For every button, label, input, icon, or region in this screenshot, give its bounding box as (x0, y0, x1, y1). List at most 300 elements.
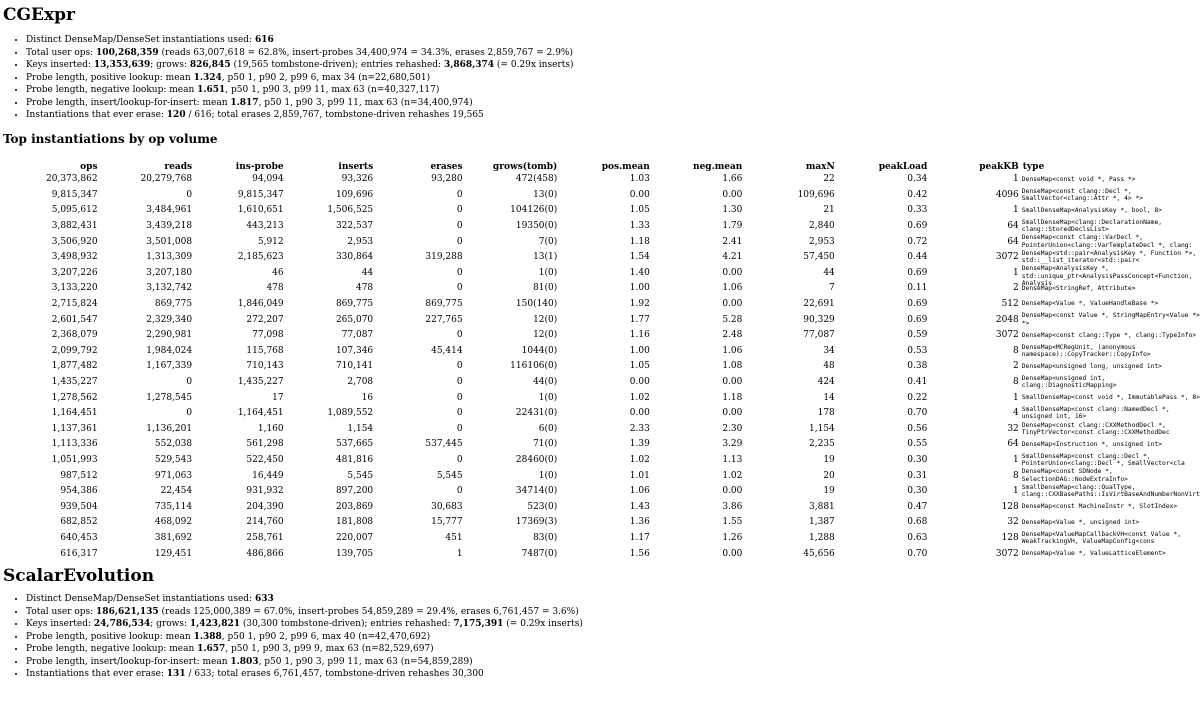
summary-value: 1.803 (230, 656, 259, 667)
table-cell: 971,063 (154, 470, 193, 481)
table-cell: 2,368,079 (51, 330, 98, 341)
table-cell: 0.69 (907, 221, 928, 232)
table-cell: 83(0) (533, 532, 558, 543)
table-cell: 3.86 (722, 501, 743, 512)
type-name: DenseMap<std::pair<AnalysisKey *, Function *>, std::__list_iterator<std::pair< (1021, 250, 1197, 265)
table-cell: 330,864 (335, 252, 374, 263)
table-cell: 869,775 (154, 299, 193, 310)
table-cell: 1(0) (538, 267, 558, 278)
table-cell: 537,445 (425, 439, 463, 450)
table-cell: 1,160 (257, 423, 284, 434)
table-cell: 7(0) (538, 236, 558, 247)
table-cell: 1,877,482 (51, 361, 98, 372)
table-cell: 0.69 (907, 267, 928, 278)
summary-text: Probe length, insert/lookup-for-insert: mean (26, 97, 231, 108)
table-cell: 0 (456, 486, 463, 497)
table-cell: 0 (456, 267, 463, 278)
table-cell: 897,200 (335, 486, 374, 497)
section-title-cgexpr: CGExpr (3, 5, 75, 25)
table-row (3, 281, 1200, 297)
summary-value: 13,353,639 (93, 60, 151, 70)
table-cell: 0.68 (907, 517, 928, 528)
table-cell: 0 (456, 454, 463, 465)
table-cell (1019, 405, 1200, 421)
summary-text: Probe length, insert/lookup-for-insert: mean (26, 656, 231, 667)
table-cell: 0.63 (907, 532, 928, 543)
summary-text: Probe length, negative lookup: mean (26, 85, 198, 95)
type-name: DenseMap<Value *, unsigned int> (1021, 518, 1140, 526)
table-cell: 0 (186, 408, 193, 419)
table-cell: 0 (456, 189, 463, 200)
summary-text: Keys inserted: (26, 619, 94, 630)
table-cell (1019, 483, 1200, 499)
table-cell: 954,386 (60, 486, 98, 497)
column-header: reads (164, 161, 193, 172)
summary-item (26, 72, 1200, 85)
table-cell: 7487(0) (521, 548, 558, 559)
table-cell: 13(1) (533, 252, 558, 263)
table-cell: 512 (1001, 299, 1019, 310)
table-cell (1019, 218, 1200, 234)
table-cell: 1,136,201 (146, 423, 193, 434)
type-name: DenseMap<const clang::Type *, clang::TypeInfo> (1021, 331, 1197, 339)
table-header-row (3, 157, 1200, 172)
type-name: SmallDenseMap<clang::DeclarationName, clang::StoredDeclsList> (1021, 218, 1163, 234)
table-cell: 1.18 (629, 236, 650, 247)
table-cell: 109,696 (797, 189, 835, 200)
table-cell: 1,288 (809, 532, 835, 543)
table-row (3, 452, 1200, 468)
table-cell: 204,390 (246, 501, 284, 512)
table-cell: 150(140) (515, 299, 558, 310)
table-cell: 48 (823, 361, 835, 372)
type-name: DenseMap<const Value *, StringMapEntry<Value *> *> (1021, 312, 1200, 327)
summary-value: 1.817 (230, 97, 259, 108)
table-cell: 3,207,226 (51, 267, 98, 278)
table-cell: 1,278,545 (146, 392, 193, 403)
table-cell: 5,912 (257, 236, 284, 247)
type-name: DenseMap<StringRef, Attribute> (1021, 284, 1136, 292)
table-cell: 16,449 (252, 470, 284, 481)
table-cell: 115,768 (246, 345, 284, 356)
summary-text: , p50 1, p90 3, p99 9, max 63 (n=82,529,697) (225, 644, 434, 655)
table-cell: 2,235 (809, 439, 835, 450)
table-cell: 640,453 (60, 532, 98, 543)
table-cell: 0 (456, 283, 463, 294)
table-cell: 0.00 (722, 189, 743, 200)
table-cell: 0 (456, 221, 463, 232)
summary-item (26, 109, 1200, 122)
table-cell: 1,089,552 (327, 408, 374, 419)
table-cell: 13(0) (533, 189, 558, 200)
summary-value: 1,423,821 (189, 619, 240, 630)
summary-item (26, 34, 1200, 47)
summary-text: ; grows: (150, 619, 190, 630)
table-row (3, 249, 1200, 265)
summary-value: 1.324 (193, 72, 222, 83)
table-cell: 2.30 (722, 423, 743, 434)
table-cell: 5.28 (722, 314, 743, 325)
table-cell: 682,852 (60, 517, 98, 528)
table-cell: 44(0) (533, 377, 558, 388)
table-cell: 28460(0) (515, 454, 558, 465)
table-cell: 3,439,218 (146, 221, 193, 232)
table-cell: 0.30 (907, 486, 928, 497)
column-header: ops (80, 161, 98, 172)
table-cell: 1.02 (629, 392, 650, 403)
table-cell: 5,545 (436, 470, 463, 481)
table-cell: 3072 (995, 330, 1019, 341)
table-cell: 0.11 (907, 283, 928, 294)
table-cell: 17369(3) (515, 517, 558, 528)
table-cell: 1,610,651 (237, 205, 284, 216)
table-cell: 3,133,220 (51, 283, 98, 294)
table-cell: 1.33 (629, 221, 650, 232)
table-cell: 478 (355, 283, 374, 294)
table-cell: 2,953 (347, 236, 374, 247)
table-cell: 46 (272, 267, 284, 278)
table-cell: 77,098 (252, 330, 284, 341)
table-row (3, 546, 1200, 562)
table-cell: 1 (1013, 392, 1019, 403)
table-cell: 443,213 (246, 221, 284, 232)
summary-value: 633 (254, 594, 274, 605)
table-cell (1019, 468, 1200, 484)
table-cell: 481,816 (335, 454, 374, 465)
table-cell: 20,373,862 (46, 174, 98, 185)
table-cell (1019, 234, 1200, 250)
table-cell: 478 (266, 283, 284, 294)
table-cell: 1,113,336 (51, 439, 98, 450)
table-cell: 710,141 (335, 361, 374, 372)
table-cell: 0.34 (907, 174, 928, 185)
summary-value: 1.651 (197, 85, 226, 95)
table-cell: 0 (456, 423, 463, 434)
table-cell: 45,656 (803, 548, 835, 559)
table-cell: 1.06 (722, 345, 743, 356)
summary-text: Distinct DenseMap/DenseSet instantiations used: (26, 594, 255, 605)
column-header: grows(tomb) (492, 161, 558, 172)
summary-value: 100,268,359 (96, 47, 159, 58)
table-cell: 128 (1001, 501, 1019, 512)
summary-text: (reads 125,000,389 = 67.0%, insert-probes 54,859,289 = 29.4%, erases 6,761,457 = 3.6%) (158, 606, 579, 617)
table-cell: 869,775 (425, 299, 463, 310)
table-cell: 710,143 (246, 361, 284, 372)
table-cell: 0.00 (722, 408, 743, 419)
top-instantiations-title: Top instantiations by op volume (3, 131, 218, 146)
type-name: DenseMap<const void *, Pass *> (1021, 175, 1136, 183)
table-cell: 0 (186, 377, 193, 388)
table-cell (1019, 203, 1200, 219)
table-cell: 32 (1007, 517, 1019, 528)
table-cell: 4.21 (722, 252, 743, 263)
table-cell: 57,450 (803, 252, 835, 263)
summary-text: (reads 63,007,618 = 62.8%, insert-probes 34,400,974 = 34.3%, erases 2,859,767 = 2.9%) (158, 47, 573, 58)
table-cell: 1,506,525 (327, 205, 374, 216)
summary-text: , p50 1, p90 2, p99 6, max 34 (n=22,680,501) (221, 72, 431, 83)
table-row (3, 234, 1200, 250)
table-cell (1019, 374, 1200, 390)
table-cell: 17 (272, 392, 284, 403)
table-cell: 1.02 (722, 470, 743, 481)
table-cell: 1.06 (722, 283, 743, 294)
table-cell: 1,164,451 (237, 408, 284, 419)
table-cell: 0.22 (907, 392, 928, 403)
table-cell: 44 (823, 267, 835, 278)
type-name: DenseMap<const clang::VarDecl *, PointerUnion<clang::VarTemplateDecl *, clang: (1021, 234, 1193, 249)
summary-item (26, 656, 1200, 669)
table-cell: 1.77 (629, 314, 650, 325)
table-cell: 0.47 (907, 501, 928, 512)
table-cell: 3072 (995, 252, 1019, 263)
table-cell: 1.56 (629, 548, 650, 559)
summary-value: 3,868,374 (443, 60, 495, 70)
table-cell: 0 (186, 189, 193, 200)
summary-text: (= 0.29x inserts) (494, 60, 574, 70)
table-cell (1019, 172, 1200, 188)
table-cell: 1 (1013, 267, 1019, 278)
table-cell: 16 (361, 392, 374, 403)
table-cell: 3,501,008 (146, 236, 193, 247)
table-cell: 322,537 (335, 221, 374, 232)
table-cell: 0.69 (907, 299, 928, 310)
table-cell: 214,760 (246, 517, 284, 528)
table-cell (1019, 249, 1200, 265)
table-cell (1019, 437, 1200, 453)
table-row (3, 203, 1200, 219)
table-cell: 8 (1013, 345, 1019, 356)
table-cell: 2,290,981 (146, 330, 193, 341)
section-title-scalarevolution: ScalarEvolution (3, 566, 155, 587)
table-cell (1019, 390, 1200, 406)
table-cell: 472(458) (515, 174, 558, 185)
table-cell: 3,498,932 (51, 252, 98, 263)
table-row (3, 312, 1200, 328)
table-cell: 1,278,562 (51, 392, 98, 403)
table-cell (1019, 296, 1200, 312)
table-cell: 319,288 (425, 252, 463, 263)
table-cell: 0.44 (907, 252, 928, 263)
table-cell: 1,154 (347, 423, 374, 434)
summary-value: 120 (166, 110, 186, 120)
summary-value: 1.657 (197, 644, 226, 655)
table-cell: 3.29 (722, 439, 743, 450)
table-cell: 0.00 (722, 377, 743, 388)
summary-item (26, 84, 1200, 97)
table-cell: 1.43 (629, 501, 650, 512)
table-cell: 9,815,347 (51, 189, 98, 200)
table-cell: 1,051,993 (51, 454, 98, 465)
table-cell: 22,454 (160, 486, 193, 497)
table-cell: 0.00 (629, 377, 650, 388)
table-cell: 2,099,792 (51, 345, 98, 356)
table-cell: 529,543 (154, 454, 193, 465)
table-cell: 14 (823, 392, 835, 403)
table-cell: 1,137,361 (51, 423, 98, 434)
summary-item (26, 97, 1200, 110)
summary-text: ; grows: (150, 60, 190, 70)
table-cell: 3,484,961 (146, 205, 193, 216)
table-cell: 1.01 (629, 470, 650, 481)
table-cell: 20,279,768 (140, 174, 193, 185)
table-row (3, 390, 1200, 406)
table-body (3, 172, 1200, 562)
table-cell: 735,114 (154, 501, 193, 512)
summary-text: / 616; total erases 2,859,767, tombstone-driven rehashes 19,565 (185, 110, 484, 120)
summary-text: Keys inserted: (26, 60, 94, 70)
table-cell: 1 (1013, 486, 1019, 497)
table-cell: 2 (1013, 283, 1019, 294)
type-name: SmallDenseMap<const void *, ImmutablePass *, 8> (1021, 394, 1200, 401)
table-row (3, 468, 1200, 484)
table-cell: 8 (1013, 470, 1019, 481)
table-cell: 1.92 (629, 299, 650, 310)
table-cell: 0.42 (907, 189, 928, 200)
table-cell: 0.30 (907, 454, 928, 465)
table-cell: 1 (456, 548, 463, 559)
table-cell: 1.54 (629, 252, 650, 263)
table-cell: 178 (817, 408, 835, 419)
table-cell: 1 (1013, 454, 1019, 465)
table-cell: 2,185,623 (237, 252, 284, 263)
table-row (3, 218, 1200, 234)
table-cell: 64 (1007, 439, 1019, 450)
table-cell: 93,326 (341, 174, 374, 185)
table-cell: 109,696 (335, 189, 374, 200)
table-cell: 93,280 (431, 174, 463, 185)
table-cell: 0.69 (907, 314, 928, 325)
table-cell: 77,087 (341, 330, 374, 341)
table-cell: 71(0) (533, 439, 558, 450)
type-name: DenseMap<const clang::CXXMethodDecl *, TinyPtrVector<const clang::CXXMethodDec (1021, 421, 1170, 436)
table-cell: 0.59 (907, 330, 928, 341)
table-cell: 0 (456, 361, 463, 372)
table-cell: 5,545 (347, 470, 374, 481)
table-cell: 5,095,612 (51, 205, 98, 216)
table-row (3, 374, 1200, 390)
table-cell: 30,683 (431, 501, 463, 512)
table-cell: 12(0) (533, 330, 558, 341)
table-cell: 2,953 (809, 236, 835, 247)
table-cell: 34 (823, 345, 835, 356)
table-cell: 0.53 (907, 345, 928, 356)
table-cell: 77,087 (803, 330, 835, 341)
type-name: DenseMap<const MachineInstr *, SlotIndex> (1021, 503, 1178, 511)
instantiations-table (3, 157, 1200, 562)
table-cell: 0.72 (907, 236, 928, 247)
table-cell: 1.18 (722, 392, 743, 403)
table-cell: 1.13 (722, 454, 743, 465)
table-cell (1019, 265, 1200, 287)
summary-item (26, 59, 1200, 72)
type-name: SmallDenseMap<const clang::NamedDecl *, unsigned int, 16> (1021, 406, 1170, 421)
table-cell: 0.00 (629, 189, 650, 200)
table-cell: 22431(0) (515, 408, 558, 419)
table-row (3, 296, 1200, 312)
table-cell: 0.70 (907, 548, 928, 559)
table-cell: 451 (445, 532, 463, 543)
summary-text: Total user ops: (26, 47, 97, 58)
summary-item (26, 631, 1200, 644)
type-name: DenseMap<ValueMapCallbackVH<const Value *, WeakTrackingVH, ValueMapConfig<cons (1021, 530, 1181, 545)
table-cell: 1,387 (809, 517, 835, 528)
table-cell: 381,692 (154, 532, 193, 543)
table-cell: 8 (1013, 377, 1019, 388)
table-cell: 0 (456, 392, 463, 403)
table-cell (1019, 499, 1200, 515)
table-cell: 0.00 (629, 408, 650, 419)
type-name: SmallDenseMap<clang::QualType, clang::CXXBasePaths::IsVirtBaseAndNumberNonVirt (1021, 483, 1200, 499)
table-cell: 1,984,024 (146, 345, 193, 356)
table-cell: 0.70 (907, 408, 928, 419)
summary-item (26, 618, 1200, 631)
table-cell: 0.33 (907, 205, 928, 216)
table-cell: 1.05 (629, 205, 650, 216)
table-cell: 0.00 (722, 299, 743, 310)
table-cell: 7 (829, 283, 835, 294)
table-cell: 1 (1013, 174, 1019, 185)
column-header: peakLoad (878, 161, 928, 172)
table-cell: 468,092 (154, 517, 193, 528)
summary-text: (= 0.29x inserts) (503, 619, 583, 630)
table-cell (1019, 546, 1200, 562)
table-cell: 1(0) (538, 392, 558, 403)
table-cell: 2.33 (629, 423, 650, 434)
summary-text: (19,565 tombstone-driven); entries rehashed: (230, 60, 444, 70)
table-cell: 561,298 (246, 439, 284, 450)
table-cell: 20 (823, 470, 835, 481)
table-cell: 1.26 (722, 532, 743, 543)
table-cell: 2,601,547 (51, 314, 98, 325)
table-cell: 64 (1007, 236, 1019, 247)
type-name: DenseMap<Instruction *, unsigned int> (1021, 440, 1163, 448)
table-cell: 116106(0) (510, 361, 558, 372)
table-cell: 2.48 (722, 330, 743, 341)
table-row (3, 343, 1200, 359)
table-cell: 0.55 (907, 439, 928, 450)
summary-text: , p50 1, p90 3, p99 11, max 63 (n=40,327,117) (225, 85, 440, 95)
summary-text: , p50 1, p90 3, p99 11, max 63 (n=34,400,974) (258, 97, 473, 108)
summary-text: Probe length, positive lookup: mean (26, 72, 194, 83)
table-cell: 1.08 (722, 361, 743, 372)
cgexpr-summary-list (3, 34, 1200, 122)
table-row (3, 405, 1200, 421)
table-cell: 1.00 (629, 283, 650, 294)
summary-text: Distinct DenseMap/DenseSet instantiations used: (26, 35, 255, 45)
table-cell: 1(0) (538, 470, 558, 481)
table-cell: 1.16 (629, 330, 650, 341)
table-cell: 272,207 (246, 314, 284, 325)
summary-value: 826,845 (189, 60, 231, 70)
table-cell: 19350(0) (515, 221, 558, 232)
table-cell: 104126(0) (510, 205, 558, 216)
column-header: type (1022, 161, 1045, 172)
table-cell: 1.40 (629, 267, 650, 278)
summary-text: , p50 1, p90 3, p99 11, max 63 (n=54,859,289) (258, 656, 473, 667)
table-cell: 616,317 (60, 548, 98, 559)
table-cell: 4 (1013, 408, 1019, 419)
table-cell: 939,504 (60, 501, 98, 512)
summary-text: Total user ops: (26, 606, 97, 617)
column-header: pos.mean (601, 161, 650, 172)
summary-value: 616 (254, 35, 274, 45)
table-cell: 129,451 (154, 548, 193, 559)
type-name: DenseMap<unsigned int, clang::DiagnosticMapping> (1021, 374, 1117, 390)
table-cell: 2,715,824 (51, 299, 98, 310)
table-cell (1019, 515, 1200, 531)
table-cell: 1,154 (809, 423, 835, 434)
table-cell: 3072 (995, 548, 1019, 559)
